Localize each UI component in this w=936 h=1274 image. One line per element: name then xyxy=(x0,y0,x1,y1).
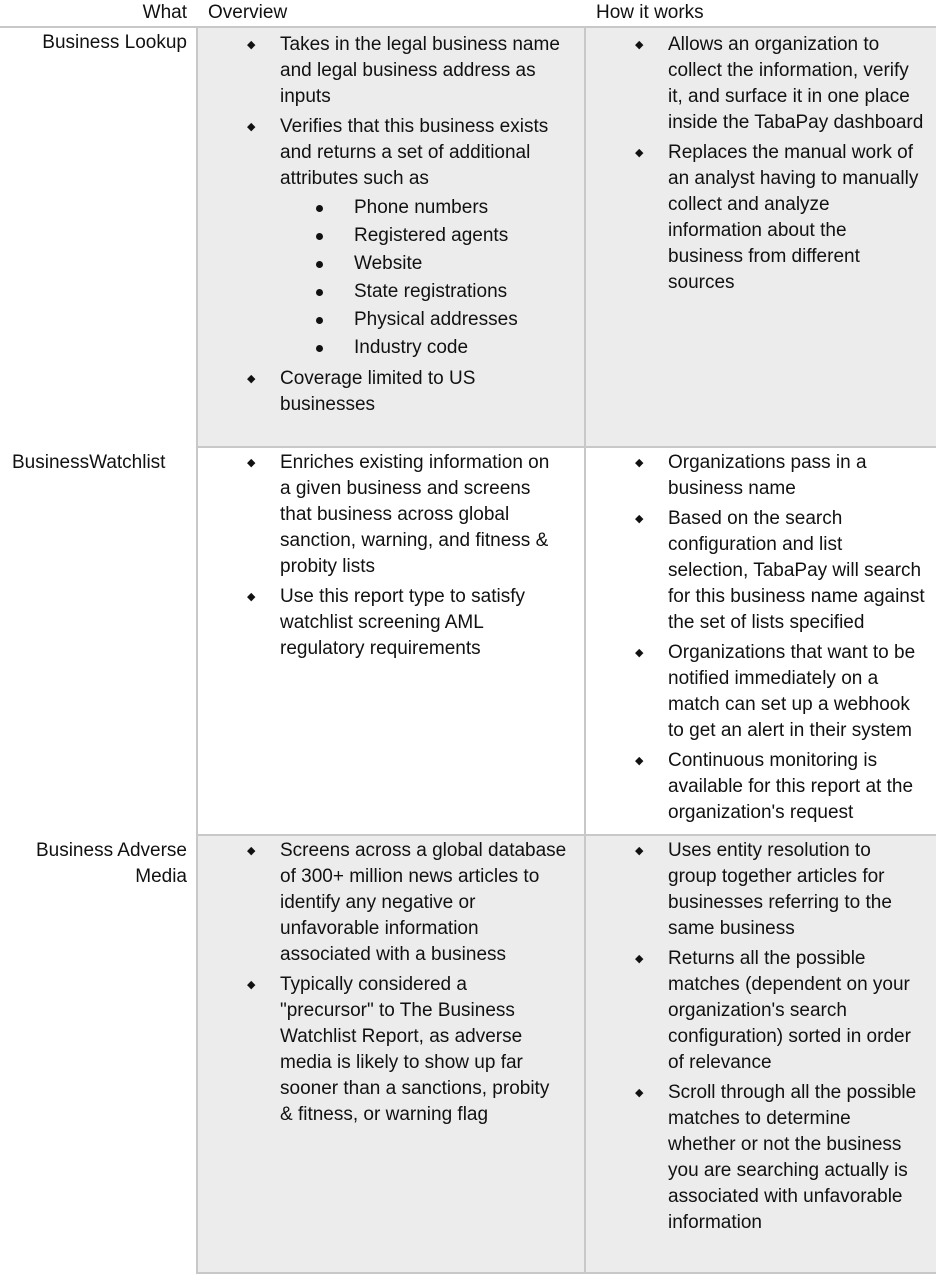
row-label: Business Lookup xyxy=(42,32,187,53)
bullet-icon: ◆ xyxy=(635,755,644,767)
header-what: What xyxy=(142,2,187,23)
dot-icon xyxy=(316,289,323,296)
bullet-icon: ◆ xyxy=(247,591,256,603)
overview-cell xyxy=(196,448,586,834)
table-row-business-watchlist xyxy=(0,448,936,834)
how-it-works-cell xyxy=(584,448,936,834)
list-item: ◆ Organizations that want to be notified immediately on a match can set up a webhook to get an alert in their system xyxy=(635,642,916,741)
list-item: ◆ Typically considered a "precursor" to The Business Watchlist Report, as adverse media is likely to show up far sooner than a sanctions, probity & fitness, or warning flag xyxy=(247,974,550,1125)
bullet-icon: ◆ xyxy=(635,513,644,525)
sub-list-item: State registrations xyxy=(280,278,586,306)
list-item: ◆ Returns all the possible matches (dependent on your organization's search configuration) sorted in order of relevance xyxy=(635,948,911,1073)
list-item: ◆ Verifies that this business exists and returns a set of additional attributes such as Phone numbers Registered agents Website State registrations Physical addresses Industry code xyxy=(198,114,586,362)
sub-list-item: Website xyxy=(280,250,586,278)
bullet-icon: ◆ xyxy=(635,147,644,159)
table-row-business-lookup xyxy=(0,28,936,446)
list-item: ◆ Scroll through all the possible matches to determine whether or not the business you are searching actually is associated with unfavorable information xyxy=(635,1082,917,1233)
overview-cell xyxy=(196,28,586,446)
sub-list-item: Physical addresses xyxy=(280,306,586,334)
list-item: ◆ Screens across a global database of 300+ million news articles to identify any negative or unfavorable information associated with a business xyxy=(247,840,567,965)
list-item: ◆ Enriches existing information on a given business and screens that business across global sanction, warning, and fitness & probity lists xyxy=(247,452,550,577)
dot-icon xyxy=(316,317,323,324)
list-item: ◆ Use this report type to satisfy watchlist screening AML regulatory requirements xyxy=(247,586,525,659)
dot-icon xyxy=(316,345,323,352)
list-item: ◆ Uses entity resolution to group together articles for businesses referring to the same business xyxy=(635,840,892,939)
bullet-icon: ◆ xyxy=(635,953,644,965)
header-overview: Overview xyxy=(208,2,288,23)
sub-list-item: Registered agents xyxy=(280,222,586,250)
bullet-icon: ◆ xyxy=(247,845,256,857)
how-it-works-cell xyxy=(584,28,936,446)
list-item: ◆ Organizations pass in a business name xyxy=(635,452,867,499)
header-how-it-works: How it works xyxy=(596,2,704,23)
table-header xyxy=(0,0,936,28)
dot-icon xyxy=(316,261,323,268)
bullet-icon: ◆ xyxy=(635,845,644,857)
sub-list-item: Phone numbers xyxy=(280,194,586,222)
bullet-icon: ◆ xyxy=(635,39,644,51)
list-item: ◆ Takes in the legal business name and legal business address as inputs xyxy=(247,34,560,107)
bullet-icon: ◆ xyxy=(247,373,256,385)
dot-icon xyxy=(316,205,323,212)
bullet-icon: ◆ xyxy=(635,1087,644,1099)
how-it-works-cell xyxy=(584,836,936,1272)
bullet-icon: ◆ xyxy=(635,457,644,469)
list-item: ◆ Based on the search configuration and list selection, TabaPay will search for this business name against the set of lists specified xyxy=(635,508,925,633)
sub-list-item: Industry code xyxy=(280,334,586,362)
dot-icon xyxy=(316,233,323,240)
bullet-icon: ◆ xyxy=(247,121,256,133)
bullet-icon: ◆ xyxy=(247,457,256,469)
bullet-icon: ◆ xyxy=(247,39,256,51)
bullet-icon: ◆ xyxy=(635,647,644,659)
row-label: BusinessWatchlist xyxy=(12,452,166,473)
list-item: ◆ Replaces the manual work of an analyst having to manually collect and analyze information about the business from different sources xyxy=(635,142,919,293)
bullet-icon: ◆ xyxy=(247,979,256,991)
table-row-business-adverse-media xyxy=(0,836,936,1272)
overview-cell xyxy=(196,836,586,1272)
row-label: Business Adverse Media xyxy=(35,840,187,887)
list-item: ◆ Allows an organization to collect the information, verify it, and surface it in one place inside the TabaPay dashboard xyxy=(635,34,924,133)
list-item: ◆ Continuous monitoring is available for this report at the organization's request xyxy=(635,750,914,823)
list-item: ◆ Coverage limited to US businesses xyxy=(247,368,476,415)
